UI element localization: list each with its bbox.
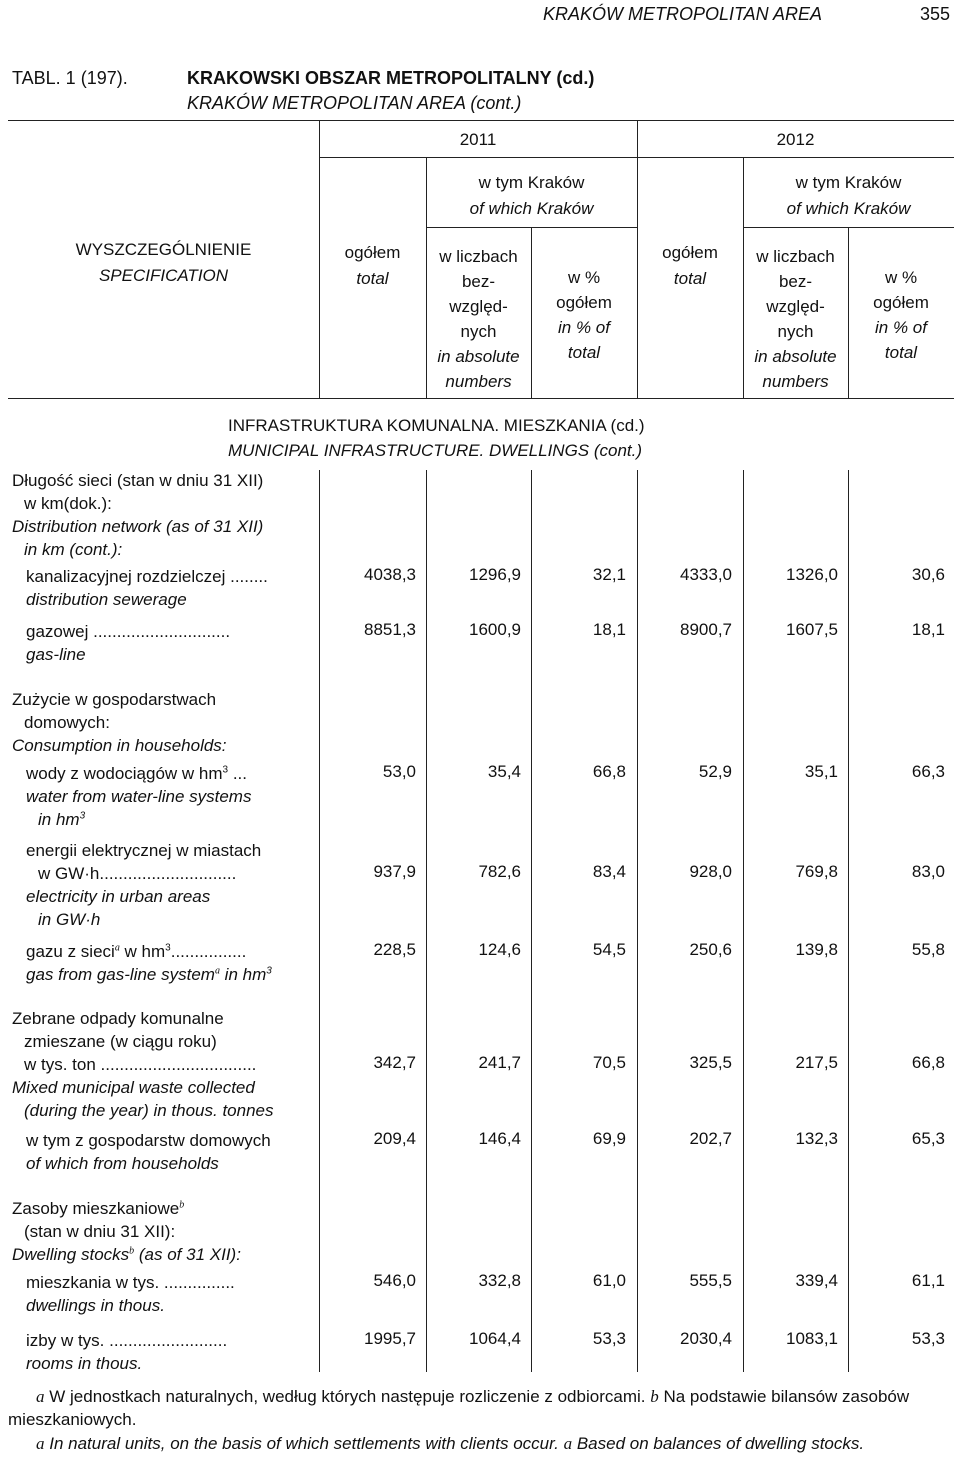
body-col-divider — [848, 470, 849, 1372]
pct-en: total — [884, 343, 918, 362]
footnote-text: In natural units, on the basis of which settlements with clients occur. — [49, 1434, 559, 1453]
group-label-pl: Zebrane odpady komunalne — [12, 1009, 224, 1028]
running-header-title: KRAKÓW METROPOLITAN AREA — [543, 4, 823, 24]
cell-value: 1995,7 — [364, 1329, 416, 1348]
col-abs-2011 — [426, 244, 531, 394]
group-label-pl — [12, 1197, 184, 1220]
spec-header — [8, 237, 319, 289]
abs-pl: w liczbach — [439, 247, 518, 266]
cell-value: 70,5 — [592, 1053, 626, 1072]
subheader-pl: w tym Kraków — [478, 173, 585, 192]
body-col-divider — [637, 470, 638, 1372]
row-label-en: distribution sewerage — [26, 590, 187, 609]
pct-en: in % of — [875, 318, 927, 337]
row-label-pl: izby w tys. ......................... — [26, 1331, 228, 1350]
cell-value: 8851,3 — [364, 620, 416, 639]
footnote-mark-b: b — [650, 1387, 659, 1406]
cell-value: 69,9 — [592, 1129, 626, 1148]
row-label-text: wody z wodociągów w hm — [26, 764, 223, 783]
spec-header-pl: WYSZCZEGÓLNIENIE — [75, 240, 252, 259]
footnote-pl — [8, 1385, 954, 1431]
cell-value: 1296,9 — [469, 565, 521, 584]
row-label-pl: energii elektrycznej w miastach — [26, 841, 262, 860]
cell-value: 66,3 — [911, 762, 945, 781]
group-label-en: Distribution network (as of 31 XII) — [12, 517, 264, 536]
col-abs-2012 — [743, 244, 848, 394]
footnote-mark-a: a — [214, 965, 220, 977]
abs-pl: nych — [777, 322, 814, 341]
abs-en: numbers — [445, 372, 512, 391]
table-id: TABL. 1 (197). — [12, 68, 128, 88]
pct-en: total — [567, 343, 601, 362]
cell-value: 139,8 — [795, 940, 838, 959]
body-col-divider — [426, 470, 427, 1372]
row-label-text: gazu z sieci — [26, 942, 115, 961]
cell-value: 937,9 — [373, 862, 416, 881]
cell-value: 202,7 — [689, 1129, 732, 1148]
group-label-pl: w km(dok.): — [24, 494, 112, 513]
row-label-en: water from water-line systems — [26, 787, 252, 806]
cell-value: 4333,0 — [680, 565, 732, 584]
cell-value: 32,1 — [592, 565, 626, 584]
row-label-en: Mixed municipal waste collected — [12, 1078, 255, 1097]
cell-value: 65,3 — [911, 1129, 945, 1148]
superscript: 3 — [222, 764, 229, 776]
cell-value: 53,3 — [911, 1329, 945, 1348]
cell-value: 209,4 — [373, 1129, 416, 1148]
cell-value: 61,0 — [592, 1271, 626, 1290]
cell-value: 53,3 — [592, 1329, 626, 1348]
footnote-mark-a: a — [36, 1387, 45, 1406]
cell-value: 1083,1 — [786, 1329, 838, 1348]
body-col-divider — [531, 470, 532, 1372]
row-label-pl: gazowej ............................. — [26, 622, 231, 641]
header-top-rule — [8, 120, 954, 121]
row-label-pl: mieszkania w tys. ............... — [26, 1273, 235, 1292]
total-en: total — [356, 269, 389, 288]
col-pct-2011 — [531, 265, 637, 365]
subheader-en: of which Kraków — [469, 199, 594, 218]
body-col-divider — [743, 470, 744, 1372]
pct-pl: ogółem — [873, 293, 929, 312]
col-total-2011 — [319, 240, 426, 292]
group-label-pl: domowych: — [24, 713, 110, 732]
abs-pl: względ- — [449, 297, 508, 316]
abs-en: in absolute — [437, 347, 520, 366]
group-label-pl: Długość sieci (stan w dniu 31 XII) — [12, 471, 264, 490]
cell-value: 61,1 — [911, 1271, 945, 1290]
group-label-pl: (stan w dniu 31 XII): — [24, 1222, 176, 1241]
cell-value: 928,0 — [689, 862, 732, 881]
cell-value: 2030,4 — [680, 1329, 732, 1348]
cell-value: 1064,4 — [469, 1329, 521, 1348]
row-label-en — [26, 963, 272, 986]
group-label-pl: Zużycie w gospodarstwach — [12, 690, 217, 709]
cell-value: 66,8 — [592, 762, 626, 781]
col-total-2012 — [637, 240, 743, 292]
footnote-text: Based on balances of dwelling stocks. — [576, 1434, 865, 1453]
abs-en: numbers — [762, 372, 829, 391]
cell-value: 30,6 — [911, 565, 945, 584]
cell-value: 52,9 — [698, 762, 732, 781]
cell-value: 769,8 — [795, 862, 838, 881]
group-label-en: in km (cont.): — [24, 540, 123, 559]
abs-pl: w liczbach — [756, 247, 835, 266]
footnote-mark-a: a — [563, 1434, 573, 1453]
body-col-divider — [319, 470, 320, 1372]
group-label-text: (as of 31 XII): — [138, 1245, 241, 1264]
superscript: 3 — [165, 942, 171, 954]
total-en: total — [673, 269, 707, 288]
cell-value: 35,1 — [804, 762, 838, 781]
superscript: 3 — [79, 810, 86, 822]
cell-value: 8900,7 — [680, 620, 732, 639]
row-label-text: in hm — [219, 965, 267, 984]
row-label-pl — [26, 940, 246, 963]
row-label-pl: kanalizacyjnej rozdzielczej ........ — [26, 567, 268, 586]
row-label-en: rooms in thous. — [26, 1354, 143, 1373]
cell-value: 83,4 — [592, 862, 626, 881]
cell-value: 555,5 — [689, 1271, 732, 1290]
group-label-en: Consumption in households: — [12, 736, 227, 755]
row-label-dots: ... — [228, 764, 247, 783]
header-bottom-rule — [8, 398, 954, 399]
cell-value: 53,0 — [382, 762, 416, 781]
abs-en: in absolute — [754, 347, 837, 366]
table-title-en: KRAKÓW METROPOLITAN AREA (cont.) — [187, 93, 522, 113]
row-label-en — [38, 808, 85, 831]
cell-value: 1607,5 — [786, 620, 838, 639]
cell-value: 66,8 — [911, 1053, 945, 1072]
cell-value: 146,4 — [478, 1129, 521, 1148]
year-2011: 2011 — [459, 130, 497, 149]
footnote-mark-a: a — [114, 942, 120, 954]
row-label-en: in GW·h — [38, 910, 101, 929]
abs-pl: bez- — [461, 272, 496, 291]
section-heading-en: MUNICIPAL INFRASTRUCTURE. DWELLINGS (cont.) — [228, 441, 643, 460]
row-label-en: gas-line — [26, 645, 86, 664]
col-pct-2012 — [848, 265, 954, 365]
footnote-text: W jednostkach naturalnych, według których następuje rozliczenie z odbiorcami. — [49, 1387, 646, 1406]
row-label-pl: w GW·h............................. — [38, 864, 237, 883]
cell-value: 55,8 — [911, 940, 945, 959]
row-label-text: in hm — [38, 810, 80, 829]
cell-value: 342,7 — [373, 1053, 416, 1072]
year-2012: 2012 — [776, 130, 815, 149]
pct-pl: w % — [884, 268, 918, 287]
cell-value: 546,0 — [373, 1271, 416, 1290]
cell-value: 228,5 — [373, 940, 416, 959]
cell-value: 18,1 — [592, 620, 626, 639]
cell-value: 339,4 — [795, 1271, 838, 1290]
subheader-2011 — [426, 170, 637, 222]
cell-value: 250,6 — [689, 940, 732, 959]
cell-value: 782,6 — [478, 862, 521, 881]
abs-pl: nych — [460, 322, 497, 341]
row-label-pl: w tys. ton ................................. — [24, 1055, 257, 1074]
section-heading — [228, 413, 645, 463]
cell-value: 4038,3 — [364, 565, 416, 584]
footnote-mark-b: b — [129, 1245, 135, 1257]
group-label-text: Zasoby mieszkaniowe — [12, 1199, 180, 1218]
group-label-en — [12, 1243, 241, 1266]
subheader-2012 — [743, 170, 954, 222]
section-heading-pl: INFRASTRUKTURA KOMUNALNA. MIESZKANIA (cd.) — [228, 416, 645, 435]
row-label-en: dwellings in thous. — [26, 1296, 165, 1315]
pct-pl: ogółem — [556, 293, 612, 312]
group-label-text: Dwelling stocks — [12, 1245, 130, 1264]
row-label-pl: w tym z gospodarstw domowych — [26, 1131, 271, 1150]
row-label-text: gas from gas-line system — [26, 965, 215, 984]
cell-value: 35,4 — [487, 762, 521, 781]
cell-value: 241,7 — [478, 1053, 521, 1072]
abs-pl: bez- — [778, 272, 813, 291]
group-label-pl: zmieszane (w ciągu roku) — [24, 1032, 217, 1051]
total-pl: ogółem — [344, 243, 401, 262]
cell-value: 325,5 — [689, 1053, 732, 1072]
cell-value: 1600,9 — [469, 620, 521, 639]
footnote-en — [8, 1432, 954, 1455]
pct-pl: w % — [567, 268, 601, 287]
row-label-text: w hm — [119, 942, 166, 961]
row-label-en: electricity in urban areas — [26, 887, 211, 906]
footnote-mark-b: b — [179, 1199, 185, 1211]
cell-value: 132,3 — [795, 1129, 838, 1148]
row-label-dots: ................ — [170, 942, 247, 961]
cell-value: 332,8 — [478, 1271, 521, 1290]
cell-value: 18,1 — [911, 620, 945, 639]
abs-pl: względ- — [766, 297, 825, 316]
cell-value: 1326,0 — [786, 565, 838, 584]
cell-value: 217,5 — [795, 1053, 838, 1072]
cell-value: 54,5 — [592, 940, 626, 959]
row-label-en: (during the year) in thous. tonnes — [24, 1101, 274, 1120]
page-number: 355 — [920, 4, 951, 24]
row-label-pl — [26, 762, 247, 785]
subheader-en: of which Kraków — [786, 199, 911, 218]
spec-header-en: SPECIFICATION — [98, 266, 229, 285]
footnote-mark-a: a — [36, 1434, 45, 1453]
table-title-pl: KRAKOWSKI OBSZAR METROPOLITALNY (cd.) — [187, 68, 595, 88]
cell-value: 124,6 — [478, 940, 521, 959]
pct-en: in % of — [558, 318, 610, 337]
total-pl: ogółem — [662, 243, 718, 262]
row-label-en: of which from households — [26, 1154, 219, 1173]
footnote-text: Na podstawie bilansów zasobów mieszkaniowych. — [8, 1387, 910, 1429]
cell-value: 83,0 — [911, 862, 945, 881]
subheader-pl: w tym Kraków — [795, 173, 902, 192]
superscript: 3 — [266, 965, 272, 977]
